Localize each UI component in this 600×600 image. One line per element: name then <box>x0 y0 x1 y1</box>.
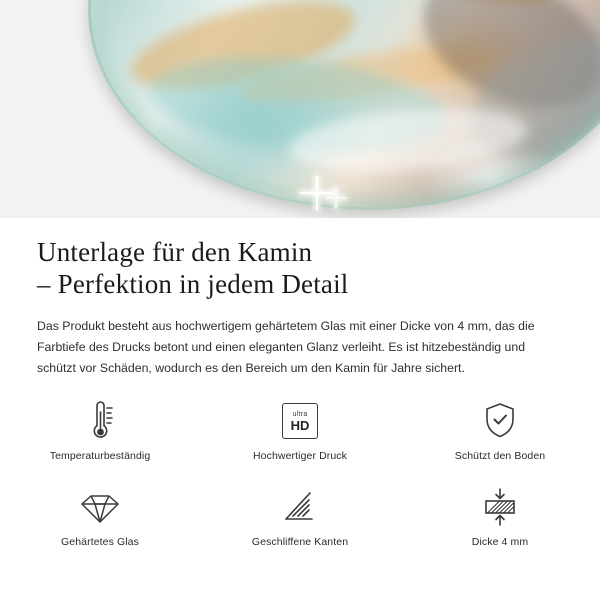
hero-image <box>0 0 600 218</box>
feature-item-floor-protection <box>400 398 600 476</box>
feature-item-temperature <box>0 398 200 476</box>
diamond-icon <box>78 484 122 530</box>
page-title-line-2: – Perfektion in jedem Detail <box>37 269 349 299</box>
ultra-hd-badge-bottom: HD <box>290 417 310 433</box>
polished-edges-icon <box>280 484 320 530</box>
feature-label: Gehärtetes Glas <box>61 536 139 548</box>
shield-check-icon <box>480 398 520 444</box>
glass-plate-image <box>88 0 600 210</box>
glass-edge <box>88 0 600 210</box>
feature-label: Temperaturbeständig <box>49 450 151 462</box>
thickness-arrows-icon <box>478 484 522 530</box>
feature-item-tempered-glass <box>0 484 200 562</box>
feature-label: Dicke 4 mm <box>471 536 529 548</box>
feature-grid <box>0 398 600 562</box>
ultra-hd-icon <box>282 398 318 444</box>
page-title-line-1: Unterlage für den Kamin <box>37 237 313 267</box>
ultra-hd-badge-top: ultra <box>292 410 308 418</box>
feature-label: Schützt den Boden <box>454 450 546 462</box>
feature-item-print-quality <box>200 398 400 476</box>
feature-label: Geschliffene Kanten <box>251 536 349 548</box>
text-content <box>0 218 600 379</box>
page-title <box>0 218 600 300</box>
feature-item-thickness <box>400 484 600 562</box>
thermometer-icon <box>80 398 120 444</box>
description-paragraph: Das Produkt besteht aus hochwertigem gehärtetem Glas mit einer Dicke von 4 mm, das die Farbtiefe des Drucks betont und einen eleganten Glanz verleiht. Es ist hitzebeständig und schützt vor Schäden, wodurch es den Bereich um den Kamin für Jahre sichert. <box>37 319 535 375</box>
feature-item-polished-edges <box>200 484 400 562</box>
feature-label: Hochwertiger Druck <box>253 450 347 462</box>
